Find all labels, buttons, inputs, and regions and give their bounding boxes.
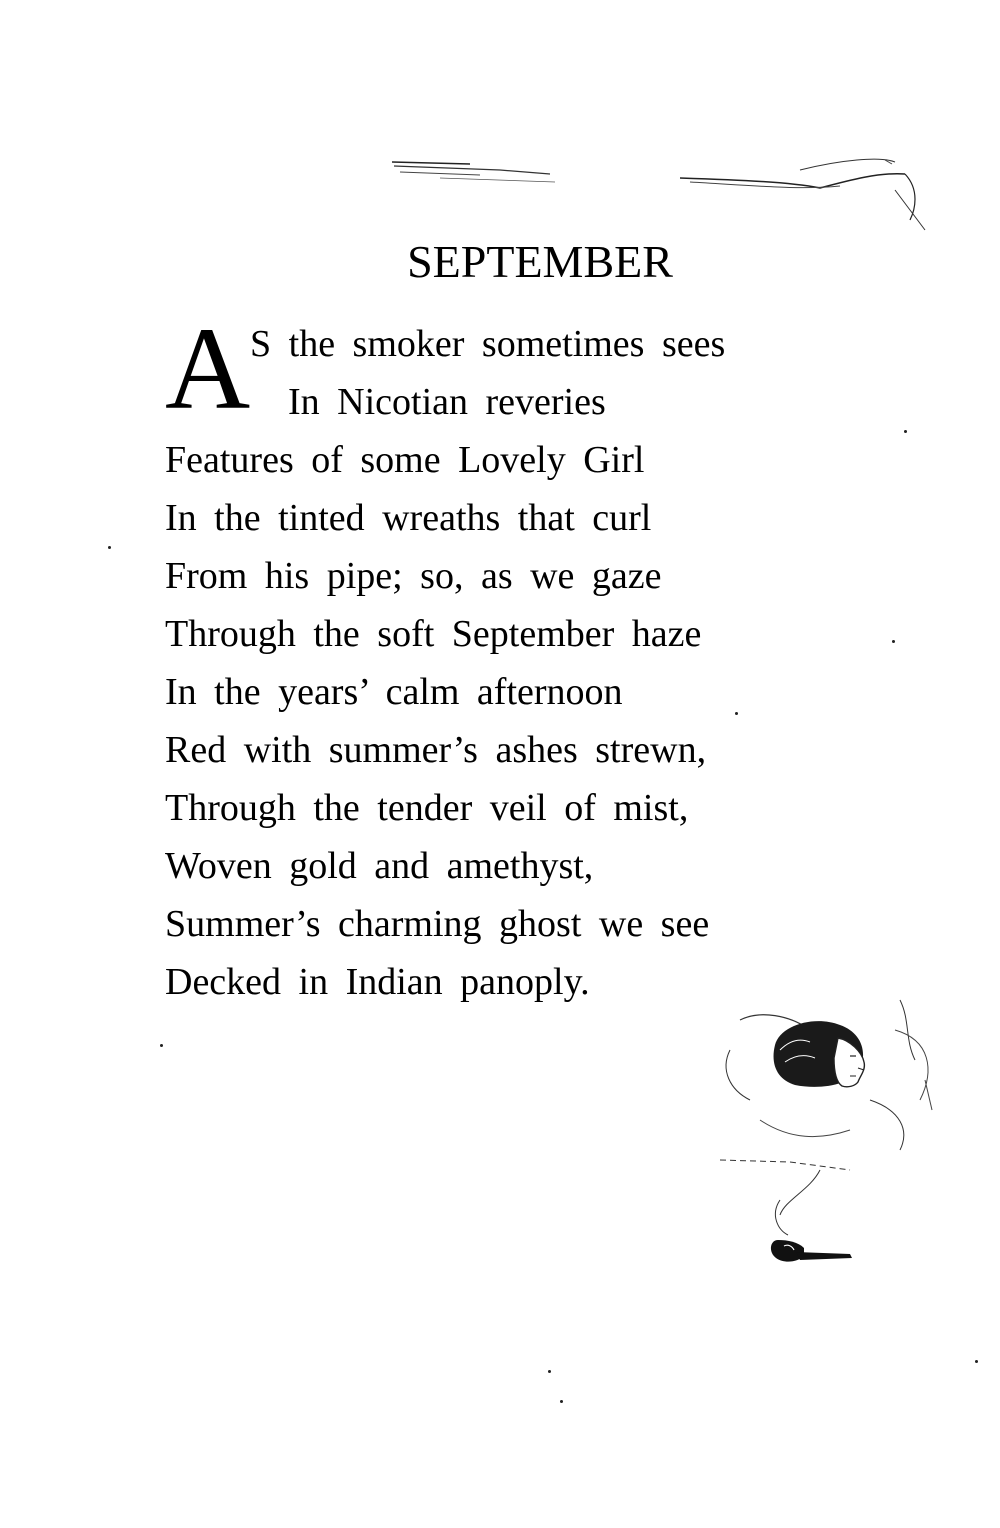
poem-line: In Nicotian reveries — [288, 381, 606, 423]
poem-line: In the tinted wreaths that curl — [165, 497, 652, 539]
poem-line: Summer’s charming ghost we see — [165, 903, 710, 945]
poem-line: Red with summer’s ashes strewn, — [165, 729, 707, 771]
poem-line: Through the tender veil of mist, — [165, 787, 689, 829]
scan-speck — [904, 430, 907, 433]
poem-line: Through the soft September haze — [165, 613, 702, 655]
scan-speck — [160, 1044, 163, 1047]
girl-in-smoke-pipe-illustration — [700, 990, 960, 1280]
poem-line: In the years’ calm afternoon — [165, 671, 623, 713]
poem-line: Decked in Indian panoply. — [165, 961, 590, 1003]
poem-line: S the smoker sometimes sees — [250, 323, 726, 365]
drop-cap-letter: A — [165, 303, 251, 434]
scan-speck — [735, 712, 738, 715]
scan-speck — [975, 1360, 978, 1363]
scan-speck — [548, 1370, 551, 1373]
scan-speck — [108, 546, 111, 549]
scan-speck — [560, 1400, 563, 1403]
poem-line: From his pipe; so, as we gaze — [165, 555, 662, 597]
poem-title: SEPTEMBER — [407, 236, 673, 287]
scan-speck — [892, 640, 895, 643]
poem-line: Features of some Lovely Girl — [165, 439, 645, 481]
poem-line: Woven gold and amethyst, — [165, 845, 594, 887]
